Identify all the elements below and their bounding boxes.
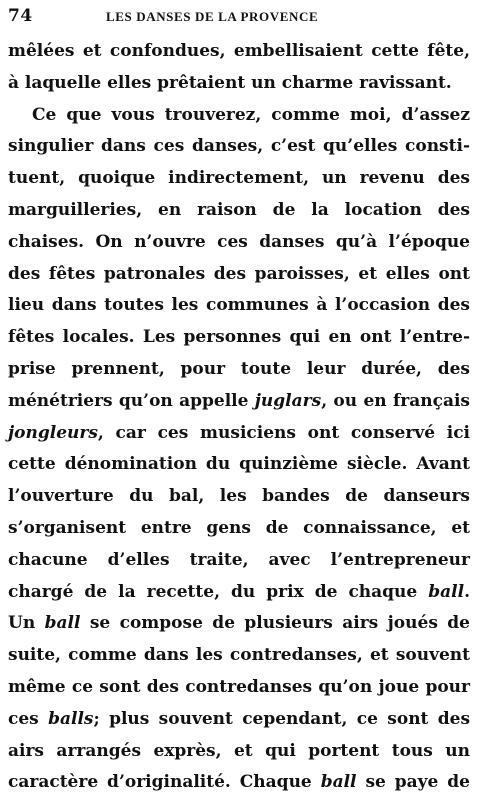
- text-run: airs arrangés exprès, et qui portent tous un: [8, 740, 470, 761]
- text-line: [8, 100, 470, 132]
- text-line: [8, 449, 470, 481]
- text-run: marguilleries, en raison de la location des: [8, 199, 470, 220]
- text-run: prise prennent, pour toute leur durée, des: [8, 358, 470, 379]
- text-line: [8, 322, 470, 354]
- text-run: tuent, quoique indirectement, un revenu des: [8, 168, 470, 189]
- text-run: se compose de plusieurs airs joués de: [80, 613, 470, 634]
- italic-word: ball: [428, 581, 465, 602]
- text-line: [8, 704, 470, 736]
- text-run: des fêtes patronales des paroisses, et elles ont: [8, 263, 470, 284]
- running-head: [8, 6, 468, 30]
- text-line: [8, 163, 470, 195]
- text-line: [8, 36, 470, 68]
- text-line: [8, 640, 470, 672]
- text-line: [8, 290, 470, 322]
- text-line: [8, 195, 470, 227]
- text-line: [8, 259, 470, 291]
- text-run: .: [464, 581, 470, 602]
- text-run: Ce que vous trouverez, comme moi, d’assez: [32, 104, 470, 125]
- page-number: 74: [8, 6, 33, 26]
- italic-word: balls: [48, 708, 94, 729]
- text-run: singulier dans ces danses, c’est qu’elles consti-: [8, 136, 470, 157]
- text-run: ces: [8, 708, 49, 729]
- text-run: Un: [8, 613, 45, 634]
- text-line: [8, 672, 470, 704]
- text-line: [8, 513, 470, 545]
- text-line: [8, 767, 470, 799]
- text-run: s’organisent entre gens de connaissance, et: [8, 517, 470, 538]
- text-line: [8, 608, 470, 640]
- text-run: cette dénomination du quinzième siècle. Avant: [8, 454, 470, 475]
- text-run: caractère d’originalité. Chaque: [8, 772, 321, 793]
- text-run: chacune d’elles traite, avec l’entrepreneur: [8, 549, 470, 570]
- text-line: [8, 354, 470, 386]
- text-run: ; plus souvent cependant, ce sont des: [93, 708, 471, 729]
- italic-word: ball: [320, 772, 357, 793]
- text-run: fêtes locales. Les personnes qui en ont l’entre-: [8, 327, 470, 348]
- text-run: , ou en français: [321, 390, 471, 411]
- text-run: chaises. On n’ouvre ces danses qu’à l’époque: [8, 231, 470, 252]
- text-run: mêlées et confondues, embellisaient cette fête,: [8, 41, 470, 61]
- text-line: [8, 418, 470, 450]
- text-run: à laquelle elles prêtaient un charme ravissant.: [8, 72, 452, 93]
- text-run: même ce sont des contredanses qu’on joue pour: [8, 676, 470, 697]
- text-run: lieu dans toutes les communes à l’occasion des: [8, 295, 470, 316]
- italic-word: juglars: [254, 390, 322, 411]
- text-line: [8, 577, 470, 609]
- text-run: l’ouverture du bal, les bandes de danseurs: [8, 486, 470, 507]
- text-line: [8, 131, 470, 163]
- text-run: , car ces musiciens ont conservé ici: [97, 422, 470, 443]
- running-title: LES DANSES DE LA PROVENCE: [106, 9, 319, 24]
- text-run: suite, comme dans les contredanses, et souvent: [8, 645, 470, 666]
- text-line: [8, 386, 470, 418]
- text-run: chargé de la recette, du prix de chaque: [8, 581, 429, 602]
- italic-word: jongleurs: [8, 422, 98, 443]
- text-line: [8, 227, 470, 259]
- body-text: [8, 36, 470, 799]
- text-run: se paye de: [356, 772, 470, 793]
- text-line: [8, 736, 470, 768]
- text-line: [8, 481, 470, 513]
- text-run: ménétriers qu’on appelle: [8, 390, 255, 411]
- text-line: [8, 68, 470, 100]
- text-line: [8, 545, 470, 577]
- italic-word: ball: [44, 613, 81, 634]
